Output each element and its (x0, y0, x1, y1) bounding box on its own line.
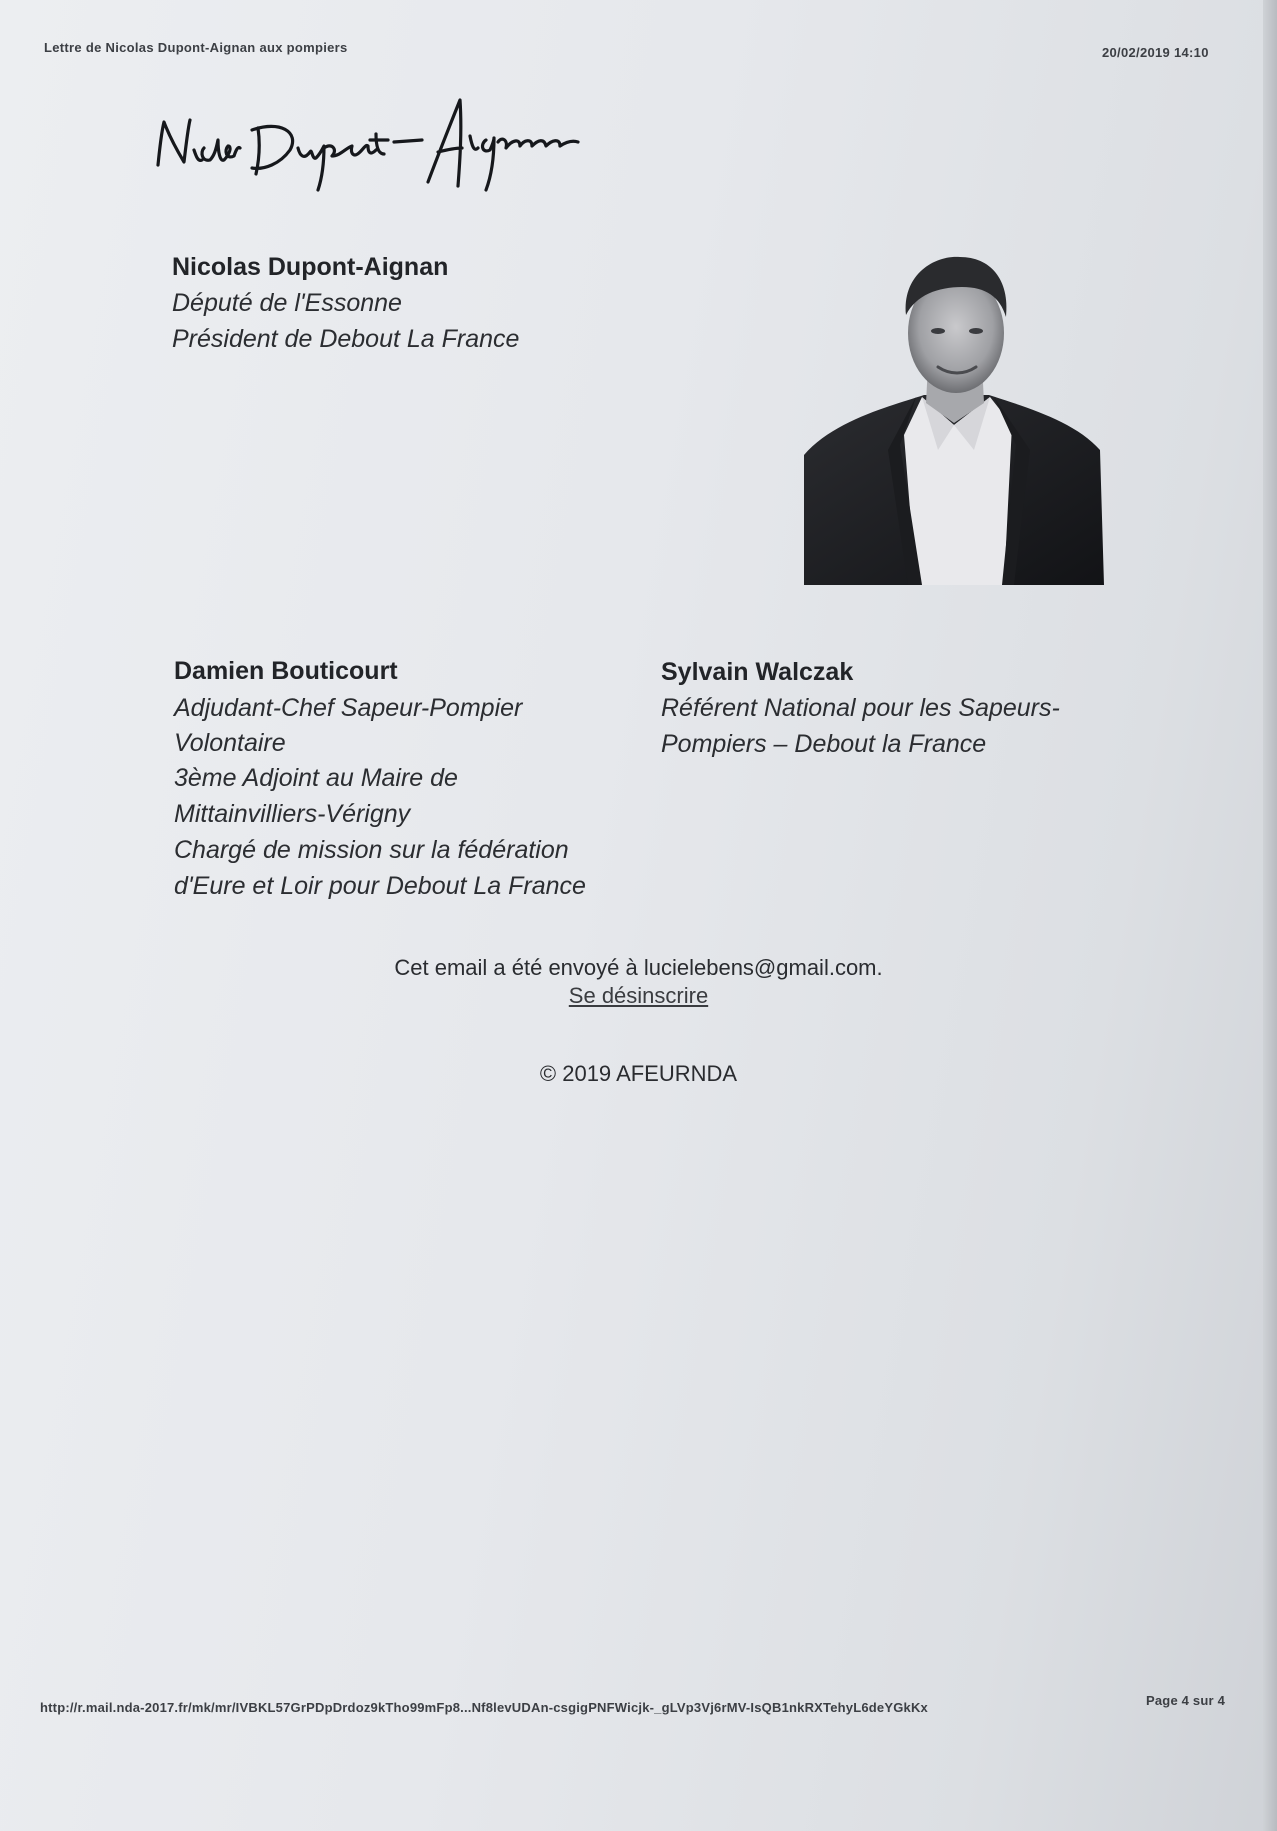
copyright: © 2019 AFEURNDA (539, 1061, 738, 1086)
email-notice: Cet email a été envoyé à lucielebens@gmail.com. (394, 955, 883, 980)
author-title-line: Président de Debout La France (172, 325, 520, 353)
cosigner-name: Damien Bouticourt (174, 657, 398, 685)
print-header-title: Lettre de Nicolas Dupont-Aignan aux pompiers (44, 40, 348, 55)
unsubscribe-link[interactable]: Se désinscrire (568, 983, 709, 1008)
author-portrait-photo (804, 245, 1104, 585)
print-header-datetime: 20/02/2019 14:10 (1102, 45, 1209, 60)
cosigner-line: Chargé de mission sur la fédération (174, 836, 569, 864)
page-edge-shadow (1263, 0, 1277, 1831)
cosigner-line: Volontaire (174, 729, 286, 757)
cosigner-line: Pompiers – Debout la France (661, 730, 987, 758)
author-title-line: Député de l'Essonne (172, 289, 402, 317)
author-name: Nicolas Dupont-Aignan (172, 253, 449, 281)
cosigner-name: Sylvain Walczak (661, 658, 854, 686)
cosigner-line: Mittainvilliers-Vérigny (174, 800, 411, 828)
unsubscribe-row (0, 983, 1277, 1009)
handwritten-signature (140, 90, 660, 210)
print-footer-page: Page 4 sur 4 (1146, 1693, 1225, 1708)
cosigner-line: 3ème Adjoint au Maire de (174, 764, 458, 792)
cosigner-line: Référent National pour les Sapeurs- (661, 694, 1060, 722)
cosigner-line: d'Eure et Loir pour Debout La France (174, 872, 586, 900)
cosigner-line: Adjudant-Chef Sapeur-Pompier (174, 694, 523, 722)
print-footer-url: http://r.mail.nda-2017.fr/mk/mr/IVBKL57GrPDpDrdoz9kTho99mFp8...Nf8levUDAn-csgigPNFWicjk-_gLVp3Vj6rMV-IsQB1nkRXTehyL6deYGkKx (40, 1700, 928, 1715)
